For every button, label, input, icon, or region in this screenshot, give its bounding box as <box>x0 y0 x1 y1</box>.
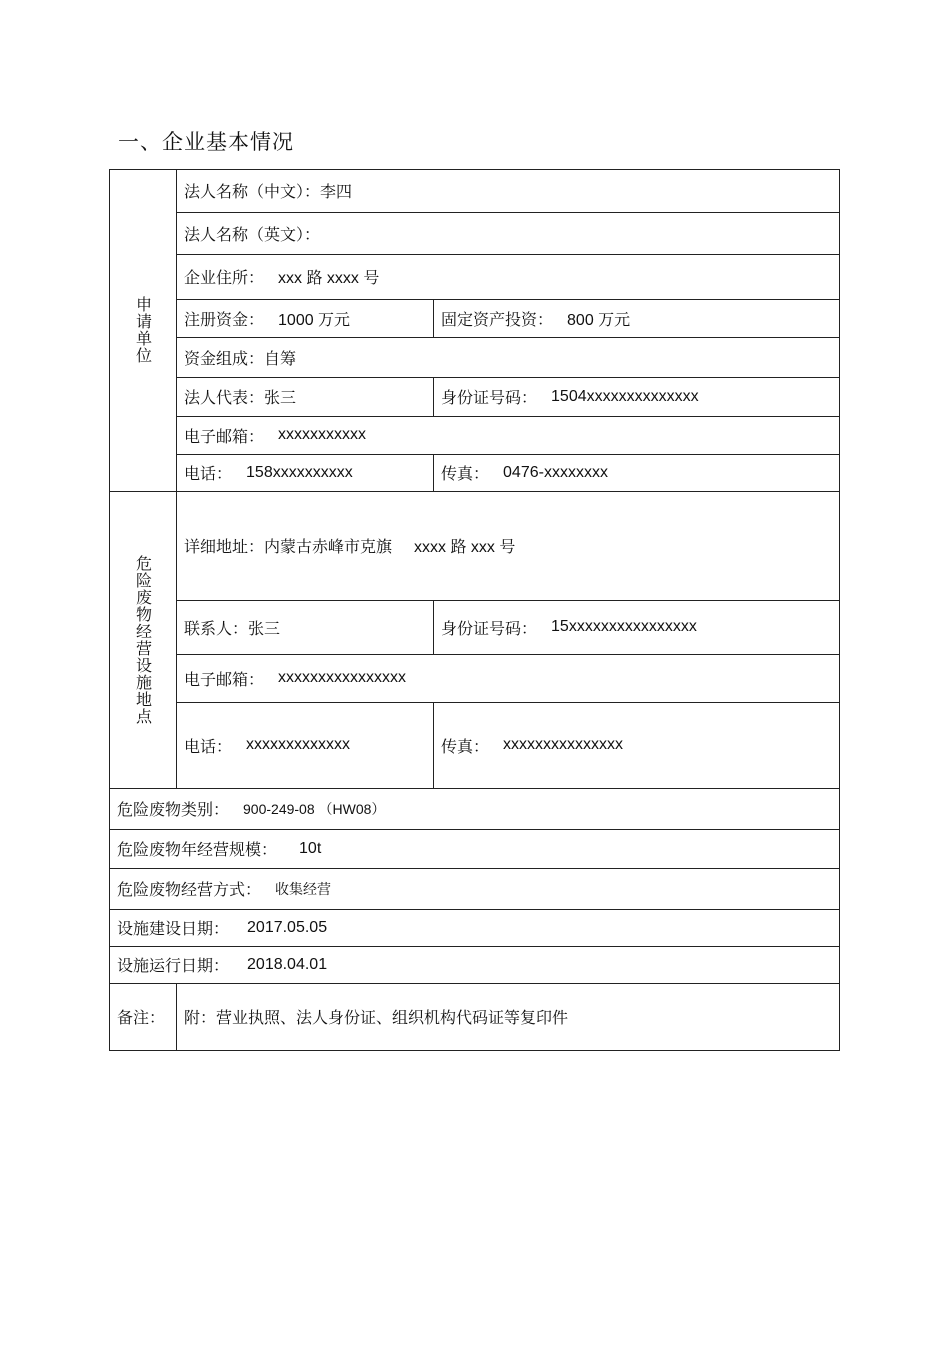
facility-fax-label: 传真： <box>441 736 490 756</box>
facility-contact-label: 联系人： <box>184 618 249 638</box>
build-date-row <box>109 909 840 947</box>
facility-email-row <box>176 654 840 703</box>
remarks-label: 备注： <box>117 1008 166 1027</box>
address-row <box>176 254 840 300</box>
applicant-phone-cell <box>176 454 434 492</box>
facility-address-label: 详细地址： <box>184 537 265 556</box>
waste-category-value: 900-249-08 （HW08） <box>243 800 386 817</box>
facility-address-value-2: xxxx 路 xxx 号 <box>414 539 516 556</box>
run-date-row <box>109 946 840 984</box>
applicant-phone-value: 158xxxxxxxxxx <box>246 463 353 481</box>
applicant-email-value: xxxxxxxxxxx <box>278 426 367 443</box>
remarks-value: 附：营业执照、法人身份证、组织机构代码证等复印件 <box>184 1008 569 1027</box>
facility-email-value: xxxxxxxxxxxxxxxx <box>278 669 407 686</box>
legal-name-en-row <box>176 212 840 255</box>
legal-rep-value: 张三 <box>264 388 297 407</box>
applicant-id-value: 1504xxxxxxxxxxxxxx <box>551 387 699 405</box>
applicant-phone-label: 电话： <box>184 464 233 483</box>
waste-scale-label: 危险废物年经营规模： <box>117 840 278 859</box>
remarks-label-cell <box>109 983 177 1051</box>
page-title: 一、企业基本情况 <box>118 130 294 154</box>
facility-contact-value: 张三 <box>248 618 281 638</box>
facility-fax-value: xxxxxxxxxxxxxxx <box>503 736 624 753</box>
facility-section-label: 危险废物经营设施地点 <box>109 491 177 789</box>
address-label: 企业住所： <box>184 268 265 287</box>
waste-scale-value: 10t <box>299 839 322 857</box>
waste-mode-value: 收集经营 <box>275 881 332 898</box>
legal-name-en-label: 法人名称（英文）： <box>184 224 321 244</box>
remarks-value-cell <box>176 983 840 1051</box>
waste-scale-row <box>109 829 840 869</box>
facility-address-value-1: 内蒙古赤峰市克旗 <box>264 537 393 556</box>
legal-rep-cell <box>176 377 434 417</box>
waste-mode-label: 危险废物经营方式： <box>117 880 262 899</box>
facility-id-label: 身份证号码： <box>441 618 538 638</box>
fixed-assets-label: 固定资产投资： <box>441 309 554 329</box>
applicant-section-label: 申请单位 <box>109 169 177 492</box>
waste-category-label: 危险废物类别： <box>117 800 230 819</box>
fund-source-row <box>176 337 840 378</box>
waste-category-row <box>109 788 840 830</box>
fixed-assets-value: 800 万元 <box>567 311 631 329</box>
facility-id-cell <box>433 600 840 655</box>
registered-capital-cell <box>176 299 434 338</box>
applicant-email-row <box>176 416 840 455</box>
applicant-id-label: 身份证号码： <box>441 388 538 407</box>
fund-source-value: 自筹 <box>264 348 297 368</box>
facility-phone-cell <box>176 702 434 789</box>
applicant-fax-label: 传真： <box>441 464 490 483</box>
facility-phone-value: xxxxxxxxxxxxx <box>246 736 351 753</box>
registered-capital-label: 注册资金： <box>184 309 265 329</box>
legal-name-cn-value: 李四 <box>320 182 353 201</box>
fixed-assets-cell <box>433 299 840 338</box>
run-date-label: 设施运行日期： <box>117 956 230 975</box>
facility-id-value: 15xxxxxxxxxxxxxxxx <box>551 618 697 635</box>
build-date-value: 2017.05.05 <box>247 918 328 936</box>
waste-mode-row <box>109 868 840 910</box>
facility-phone-label: 电话： <box>184 736 233 756</box>
facility-address-row <box>176 491 840 601</box>
run-date-value: 2018.04.01 <box>247 955 328 973</box>
registered-capital-value: 1000 万元 <box>278 311 351 329</box>
facility-fax-cell <box>433 702 840 789</box>
build-date-label: 设施建设日期： <box>117 919 230 938</box>
applicant-fax-cell <box>433 454 840 492</box>
legal-rep-label: 法人代表： <box>184 388 265 407</box>
legal-name-cn-row <box>176 169 840 213</box>
facility-contact-cell <box>176 600 434 655</box>
address-value: xxx 路 xxxx 号 <box>278 270 380 287</box>
fund-source-label: 资金组成： <box>184 348 265 368</box>
applicant-id-cell <box>433 377 840 417</box>
legal-name-cn-label: 法人名称（中文）： <box>184 182 321 201</box>
facility-email-label: 电子邮箱： <box>184 669 265 689</box>
applicant-email-label: 电子邮箱： <box>184 426 265 446</box>
applicant-fax-value: 0476-xxxxxxxx <box>503 463 608 481</box>
